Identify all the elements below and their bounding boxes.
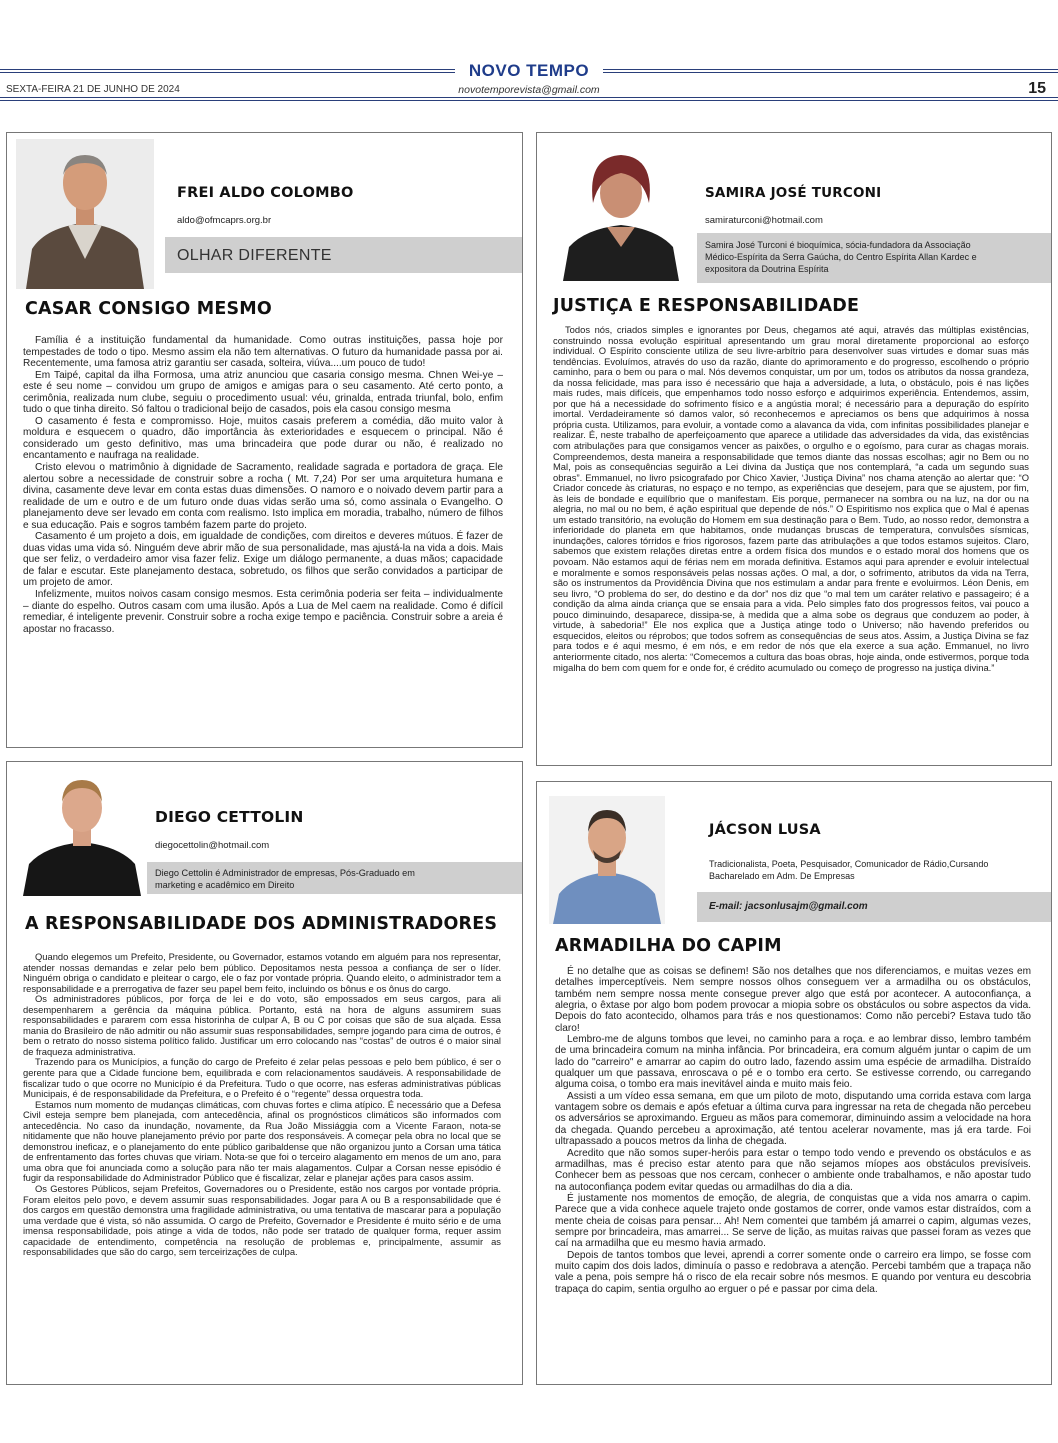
article-body [23, 952, 501, 1258]
article-headline: JUSTIÇA E RESPONSABILIDADE [553, 296, 860, 316]
author-photo [16, 139, 154, 289]
paragraph: Depois de tantos tombos que levei, aprendi a correr somente onde o carreiro era limpo, se fosse com muito capim dos dois lados, diminuía o passo e redobrava a atenção. Percebi também que a trapaça não vale a pena, pois sempre há o risco de ela recair sobre nós mesmos. E quando por ventura eu descobria trapaça do capim, sentia orgulho ao erguer o pé e passar por cima dela. [555, 1249, 1031, 1295]
article-headline: CASAR CONSIGO MESMO [25, 299, 272, 319]
masthead-rule-bottom [0, 97, 1058, 98]
author-email[interactable]: E-mail: jacsonlusajm@gmail.com [709, 901, 868, 912]
paragraph: Em Taipé, capital da ilha Formosa, uma atriz anunciou que casaria consigo mesma. Chnen Wei-ye – este é seu nome – convidou um grupo de amigos e amigas para o seu casamento. Até certo ponto, a cerimônia, realizada num clube, seguiu o procedimento usual: véu, grinalda, entrada triunfal, bolo, enfim tudo o que tinha direito. Só faltou o tradicional beijo de casados, pois ela casou consigo mesma [23, 369, 503, 416]
paragraph: Infelizmente, muitos noivos casam consigo mesmos. Esta cerimônia poderia ser feita – individualmente – diante do espelho. Outros casam com uma ilusão. Após a Lua de Mel caem na realidade. Como é difícil remediar, é inteligente prevenir. Construir sobre a rocha exige tempo e paciência. Construir sobre a areia é apostar no fracasso. [23, 589, 503, 635]
paragraph: É justamente nos momentos de emoção, de alegria, de conquistas que a vida nos amarra o capim. Parece que a vida conhece aquele trajeto onde gostamos de correr, onde vamos estar distraídos, com a mente cheia de coisas para pensar... Ah! Nem comentei que também já amarrei o capim, algumas vezes, sempre por brincadeira, mas amarrei... Se serve de lição, as muitas raivas que passei foram as vezes que caí na armadilha que eu mesmo havia armado. [555, 1192, 1031, 1250]
author-bio: Diego Cettolin é Administrador de empresas, Pós-Graduado em marketing e acadêmico em Direito [155, 868, 415, 890]
paragraph: É no detalhe que as coisas se definem! São nos detalhes que nos diferenciamos, e muitas vezes em detalhes imperceptíveis. Nem sempre nossos olhos conseguem ver a armadilha ou os obstáculos, também nem sempre nossa mente consegue prever algo que está por acontecer. A autoconfiança, a alegria, o êxtase por algo bom podem provocar a miopia sobre os obstáculos ou sobre aspectos da vida. Depois do fato acontecido, olhamos para trás e nos questionamos: Como não percebi? Estava tudo tão claro! [555, 966, 1031, 1034]
author-photo [549, 796, 665, 924]
article-body [555, 966, 1031, 1295]
paragraph: Estamos num momento de mudanças climáticas, com chuvas fortes e clima atípico. É necessário que a Defesa Civil esteja sempre bem planejada, com antecedência, afinal os prognósticos climáticos são informados com antecedência. No caso da inundação, novamente, da Rua João Missiággia com a Vicente Faraon, nota-se nitidamente que não houve planejamento prévio por parte dos responsáveis. A começar pela obra no local que se demonstrou ineficaz, e o planejamento do ente público garibaldense que não organizou junto a Corsan uma tática de enfrentamento das fortes chuvas que viriam. Nota-se que foi o terceiro alagamento em menos de um ano, para uma obra que foi anunciada como a solução para não ter mais alagamentos. Culpar a Corsan nesse episódio é fugir da responsabilidade do Administrador Público que é fiscalizar, zelar e planejar ações para casos assim. [23, 1098, 501, 1184]
column-diego [6, 761, 523, 1385]
newspaper-title: NOVO TEMPO [0, 61, 1058, 81]
paragraph: Trazendo para os Municípios, a função do cargo de Prefeito é zelar pelas pessoas e pelo bem público, é ser o gerente para que a Cidade funcione bem, equilibrada e com relacionamentos saudáveis. A responsabilidade de fiscalizar tudo o que ocorre no Município é da Prefeitura. Tudo o que ocorre, nas esferas administrativas públicas Municipais, é de responsabilidade da Prefeitura, e o Prefeito é o “regente” dessa orquestra toda. [23, 1056, 501, 1100]
paragraph: Acredito que não somos super-heróis para estar o tempo todo vendo e prevendo os obstáculos e as armadilhas, mas é preciso estar atento para que não sejamos míopes aos obstáculos previsíveis. Conhecer bem as pessoas que nos cercam, conhecer o ambiente onde trabalhamos, e não apostar tudo na autoconfiança podem evitar quedas ou armadilhas do dia a dia. [555, 1147, 1031, 1193]
author-name: JÁCSON LUSA [709, 822, 821, 838]
author-name: FREI ALDO COLOMBO [177, 185, 354, 201]
author-bio: Tradicionalista, Poeta, Pesquisador, Comunicador de Rádio,Cursando Bacharelado em Adm. De Empresas [709, 859, 989, 881]
newspaper-email[interactable]: novotemporevista@gmail.com [458, 84, 600, 96]
masthead-rule-bottom-2 [0, 100, 1058, 101]
paragraph: Os Gestores Públicos, sejam Prefeitos, Governadores ou o Presidente, estão nos cargos por vontade própria. Foram eleitos pelo povo, e devem assumir suas responsabilidades. Jogar para A ou B a responsabilidade que é dos cargos em questão demonstra uma fragilidade administrativa, ou uma tentativa de mascarar para a população uma verdade que é vista, só não assumida. O cargo de Prefeito, Governador e Presidente é muito sério e de uma imensa responsabilidade, pois atinge a vida de todos, não pode ser tratado de qualquer forma, requer assim capacidade de entendimento, competência na resolução de problemas e, principalmente, assumir as responsabilidades que são do cargo, sem terceirizações de culpa. [23, 1183, 501, 1258]
paragraph: Lembro-me de alguns tombos que levei, no caminho para a roça. e ao lembrar disso, lembro também de uma brincadeira comum na minha infância. Por brincadeira, era comum alguém juntar o capim de um lado do "carreiro" e amarrar ao capim do outro lado, fazendo assim uma espécie de armadilha. Distraído qualquer um que passava, enroscava o pé e o tombo era certo. Se estivesse correndo, ou carregando alguma coisa, o tombo era mais inevitável ainda e muito mais feio. [555, 1034, 1031, 1091]
paragraph: Cristo elevou o matrimônio à dignidade de Sacramento, realidade sagrada e portadora de graça. Ele alertou sobre a necessidade de construir sobre a rocha ( Mt. 7,24) Por ser uma arquitetura humana e divina, casamente deve levar em conta estas duas dimensões. O namoro e o noivado devem partir para a realidade de um e outro e de um futuro onde duas vidas serão uma só, como assinala o Evangelho. O planejamento deve ser levado em conta com realismo. Isto implica em moradia, trabalho, número de filhos e sua educação. Pais e sogros também fazem parte do projeto. [23, 462, 503, 531]
author-portrait-icon [557, 143, 685, 281]
author-name: SAMIRA JOSÉ TURCONI [705, 185, 882, 201]
author-portrait-icon [16, 139, 154, 289]
section-title: OLHAR DIFERENTE [177, 247, 332, 264]
author-photo [19, 768, 145, 896]
paragraph: Família é a instituição fundamental da humanidade. Como outras instituições, passa hoje por tempestades de todo o tipo. Mesmo assim ela não tem alternativas. O futuro da humanidade passa por ai. Recentemente, uma famosa atriz garantiu ser casada, solteira, viúva....um pouco de tudo! [23, 335, 503, 370]
article-body [23, 335, 503, 635]
paragraph: Todos nós, criados simples e ignorantes por Deus, chegamos até aqui, através das múltiplas existências, construindo nossa evolução espiritual apresentando um grau moral diretamente proporcional ao esforço individual. O Espírito consciente utiliza de seu livre-arbítrio para desenvolver suas virtudes e domar suas más tendências. Evoluímos, através do uso da razão, diante do aprimoramento e do progresso, escolhendo o próprio caminho, para o bem ou para o mal. Nós devemos conquistar, um por um, todos os atributos da nossa grandeza, da nossa felicidade, mas para isso é necessário que haja a adversidade, a luta, o obstáculo, pois é nas lições mais rudes, mais difíceis, que empenhamos todo nosso esforço e adquirimos experiência. Entendemos, assim, por que há a necessidade do sofrimento físico e a angústia moral; é necessário para a depuração do espírito imortal. Verdadeiramente só damos valor, só reconhecemos e apreciamos os bens que adquirimos à nossa própria custa. Utilizamos, para evoluir, a vontade como a alavanca da vida, com infinitas possibilidades planejar e realizar. É, neste trabalho de aperfeiçoamento que aparece a utilidade das adversidades da vida, das existências com atribulações para que consigamos vencer as paixões, o orgulho e o egoísmo, para curar as chagas morais. Compreendemos, desta maneira a responsabilidade que temos diante das nossas escolhas; agir no Bem ou no Mal, pois as consequências seguirão a Lei divina da Justiça que nos contemplará, “a cada um segundo suas obras”. Emmanuel, no livro psicografado por Chico Xavier, ‘Justiça Divina” nos chama atenção ao alertar que: “O Criador concede às criaturas, no espaço e no tempo, as experiências que desejem, para que se ajustem, por fim, às leis de bondade e equilíbrio que o manifestam. Eis porque, permanecer na sombra ou na luz, na dor ou na alegria, no mal ou no bem, é ação espiritual que depende de nós.” O Espiritismo nos explica que o Mal é apenas um estado transitório, na evolução do Homem em sua destinação para o Bem. Tudo, ao nosso redor, demonstra a inferioridade do planeta em que habitamos, onde mudanças bruscas de temperatura, convulsões sísmicas, inundações, calores tórridos e frios rigorosos, fazem parte das atribulações a que todos estamos sujeitos. Claro, sabemos que existem relações diretas entre a ordem física dos mundos e o estado moral dos homens que os povoam. Não estamos aqui de férias nem em morada definitiva. Estamos aqui para aprender e evoluir intelectual e moralmente e somos responsáveis pelas nossas ações. O mal, a dor, o sofrimento, atributos da vida na Terra, são os instrumentos da Providência Divina que nos estimulam a andar para frente e evoluirmos. Léon Denis, em seu livro, “O problema do ser, do destino e da dor” nos diz que “o mal tem um caráter relativo e passageiro; é a condição da alma ainda criança que se ensaia para a vida. Pelo simples fato dos progressos feitos, vai pouco a pouco diminuindo, desaparece, dissipa-se, à medida que a alma sobe os degraus que conduzem ao poder, à virtude, à sabedoria!” Ele nos explica que a Justiça atinge todo o Universo; não havendo preferidos ou esquecidos, eleitos ou réprobos; que todos sofrem as consequências de seus atos. Assim, a Justiça Divina se faz para todos e é aqui mesmo, é em nós, e em redor de nós que ela exerce a sua ação. Emmanuel, no livro anteriormente citado, nos alerta: “Comecemos a cultura das boas obras, hoje ainda, onde estivermos, porque toda migalha do bem com quem for e onde for, é crédito acumulado ou começo de progresso na justiça divina.” [553, 324, 1029, 673]
column-jacson [536, 781, 1052, 1385]
author-photo [557, 143, 685, 281]
column-frei-aldo [6, 132, 523, 748]
author-email[interactable]: aldo@ofmcaprs.org.br [177, 215, 272, 226]
paragraph: Os administradores públicos, por força de lei e do voto, são empossados em seus cargos, para ali desempenharem a gerência da máquina pública. Portanto, está na hora de alguns assumirem suas responsabilidades e pararem com essa historinha de culpar A, B ou C por coisas que são de sua alçada. Essa mania do Brasileiro de não admitir ou não assumir suas responsabilidades, sempre jogando para cima de outros, é bem o retrato do nosso sistema político falido. Justificar um erro colocando nas “costas” de outros é o maior sinal de fraqueza administrativa. [23, 993, 501, 1057]
author-portrait-icon [549, 796, 665, 924]
author-portrait-icon [19, 768, 145, 896]
article-body [553, 325, 1029, 673]
author-name: DIEGO CETTOLIN [155, 808, 304, 826]
page-number: 15 [1028, 80, 1046, 97]
column-samira [536, 132, 1052, 766]
paragraph: Casamento é um projeto a dois, em igualdade de condições, com direitos e deveres mútuos. É fazer de duas vidas uma vida só. Ninguém deve abrir mão de sua personalidade, mas ajustá-la na vida a dois. Mais que ser feliz, o verdadeiro amor visa fazer feliz. Exige um diálogo permanente, a duas mãos; capacidade de falar e escutar. Este planejamento destaca, sobretudo, os filhos que serão convidados a participar de um projeto de amor. [23, 531, 503, 589]
paragraph: Quando elegemos um Prefeito, Presidente, ou Governador, estamos votando em alguém para nos representar, atender nossas demandas e zelar pelo bem público. Depositamos nesta pessoa a confiança de ser o líder. Ninguém obriga o candidato e pleitear o cargo, ele o faz por vontade própria. Quando eleito, o administrador tem a responsabilidade e a prerrogativa de fazer seu papel bem feito, incluindo os bônus e os ônus do cargo. [23, 951, 501, 994]
author-email[interactable]: diegocettolin@hotmail.com [155, 840, 270, 851]
paragraph: O casamento é festa e compromisso. Hoje, muitos casais preferem a comédia, dão muito valor à moldura e esquecem o quadro, dão importância às exterioridades e esquecem o principal. Não é considerado um gesto definitivo, mas uma brincadeira que pode durar ou não, é realizado no encantamento e naufraga na realidade. [23, 415, 503, 462]
article-headline: ARMADILHA DO CAPIM [555, 936, 782, 956]
author-email[interactable]: samiraturconi@hotmail.com [705, 215, 823, 226]
paragraph: Assisti a um vídeo essa semana, em que um piloto de moto, disputando uma corrida estava com larga vantagem sobre os demais e após efetuar a última curva para ingressar na reta de chegada não percebeu os adversários se aproximando. Ergueu as mãos para comemorar, diminuindo assim a velocidade na hora da chegada. Quando percebeu a aproximação, até tentou acelerar novamente, mas já era tarde. Foi ultrapassado a poucos metros da linha de chegada. [555, 1090, 1031, 1148]
masthead [0, 0, 1058, 105]
issue-date: SEXTA-FEIRA 21 DE JUNHO DE 2024 [6, 84, 180, 95]
author-bio: Samira José Turconi é bioquímica, sócia-fundadora da Associação Médico-Espírita da Serra Gaúcha, do Centro Espírita Allan Kardec e expositora da Doutrina Espírita [705, 240, 977, 274]
article-headline: A RESPONSABILIDADE DOS ADMINISTRADORES [25, 914, 498, 934]
